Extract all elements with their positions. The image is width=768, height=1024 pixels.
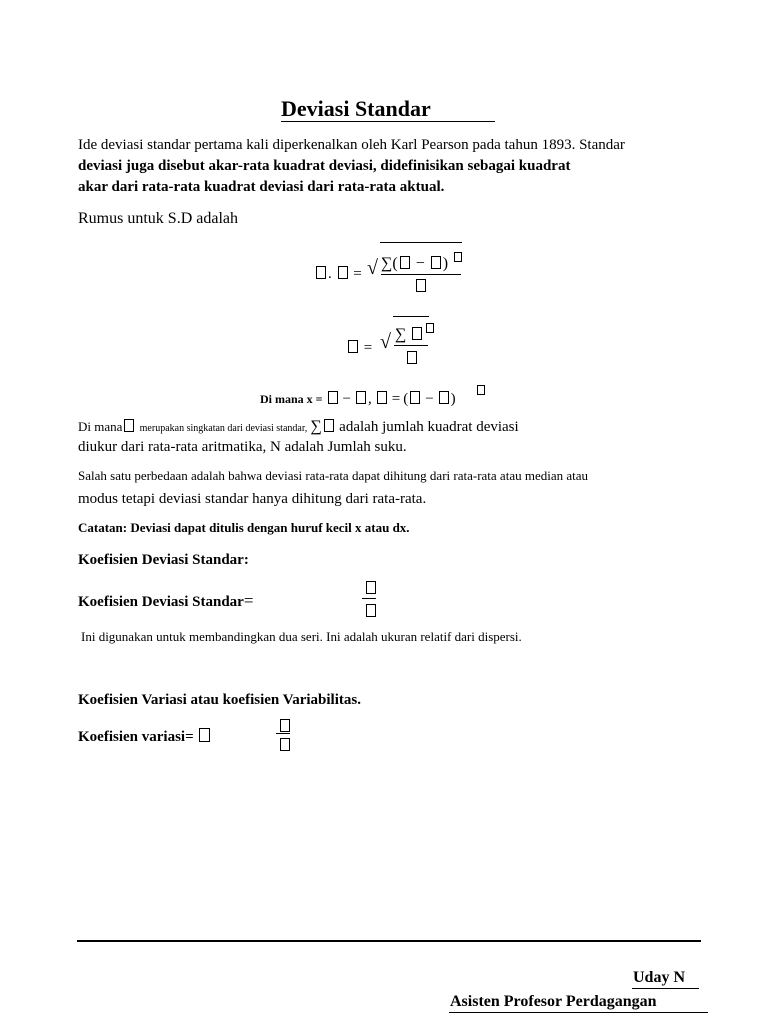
sqrt-overline [380,242,462,243]
coef-var-formula [78,727,212,747]
symbol-x-placeholder [412,327,422,340]
fraction-bar [394,345,428,346]
title-underline [281,121,495,122]
symbol-sigma-placeholder [348,340,358,353]
fraction-bar [362,598,376,599]
signature-role-underline [449,1012,708,1013]
fraction-bar [381,274,461,275]
signature-role: Asisten Profesor Perdagangan [450,993,657,1010]
signature-name-underline [632,988,699,989]
coef-sd-formula [78,591,253,612]
formula-intro: Rumus untuk S.D adalah [78,210,238,227]
equals-symbol: = [391,391,401,407]
sigma-symbol: ∑ [310,418,322,435]
symbol-xbar-placeholder [280,738,290,751]
symbol-xbar-placeholder [366,604,376,617]
coef-var-label: Koefisien variasi= [78,729,194,745]
definition-rest: adalah jumlah kuadrat deviasi [339,419,519,435]
symbol-xbar-placeholder [356,391,366,404]
exponent-placeholder [454,252,462,262]
open-paren: ( [403,391,409,407]
symbol-placeholder [377,391,387,404]
exponent-placeholder [426,323,434,333]
coef-sd-label: Koefisien Deviasi Standar [78,594,244,610]
symbol-n-placeholder [407,351,417,364]
formula1-numerator [381,252,464,274]
symbol-sigma-placeholder [280,719,290,732]
sigma-symbol: ∑( [381,255,398,272]
close-paren: ) [450,391,456,407]
definition-small: merupakan singkatan dari deviasi standar, [139,423,308,434]
formula2-numerator [395,323,436,345]
symbol-x-placeholder [328,391,338,404]
symbol-sigma-placeholder [366,581,376,594]
footer-rule [77,940,701,942]
coef-var-heading: Koefisien Variasi atau koefisien Variabilitas. [78,692,361,708]
signature-name: Uday N [633,969,686,986]
symbol-n-placeholder [416,279,426,292]
minus-symbol: − [425,391,434,407]
close-paren: ) [442,255,449,272]
symbol-xbar-placeholder [439,391,449,404]
definition-line-2: diukur dari rata-rata aritmatika, N adalah Jumlah suku. [78,439,407,455]
fraction-bar [276,733,290,734]
coef-sd-heading: Koefisien Deviasi Standar: [78,552,249,568]
note: Catatan: Deviasi dapat ditulis dengan huruf kecil x atau dx. [78,520,410,535]
symbol-xbar-placeholder [431,256,441,269]
exponent-placeholder [477,385,485,395]
formula1-dot: . [328,266,332,282]
sigma-symbol: ∑ [395,326,407,343]
sqrt-icon: √ [367,257,378,279]
definition-lead: Di mana [78,419,123,434]
sqrt-icon: √ [380,331,391,353]
symbol-x-placeholder [324,419,334,432]
symbol-placeholder [199,728,210,742]
symbol-x-placeholder [400,256,410,269]
minus-symbol: − [415,255,425,272]
definition-line-1 [78,418,519,436]
coef-sd-use: Ini digunakan untuk membandingkan dua seri. Ini adalah ukuran relatif dari dispersi. [81,629,522,644]
symbol-d-placeholder [338,266,348,279]
symbol-s-placeholder [316,266,326,279]
difference-line-2: modus tetapi deviasi standar hanya dihitung dari rata-rata. [78,491,427,507]
sqrt-overline [393,316,429,317]
where-line [260,385,487,408]
intro-line-3: akar dari rata-rata kuadrat deviasi dari rata-rata aktual. [78,179,445,195]
equals-symbol: = [243,591,254,610]
intro-line-2: deviasi juga disebut akar-rata kuadrat deviasi, didefinisikan sebagai kuadrat [78,158,571,174]
minus-symbol: − [342,391,351,407]
symbol-x-placeholder [410,391,420,404]
symbol-sigma-placeholder [124,419,134,432]
difference-line-1: Salah satu perbedaan adalah bahwa deviasi rata-rata dapat dihitung dari rata-rata atau median atau [78,468,589,483]
formula2-equals: = [363,340,373,356]
where-label: Di mana x = [260,392,323,406]
page-title: Deviasi Standar [281,96,431,121]
intro-line-1: Ide deviasi standar pertama kali diperkenalkan oleh Karl Pearson pada tahun 1893. Standar [78,137,625,153]
formula1-equals: = [353,266,362,282]
comma: , [367,391,372,407]
